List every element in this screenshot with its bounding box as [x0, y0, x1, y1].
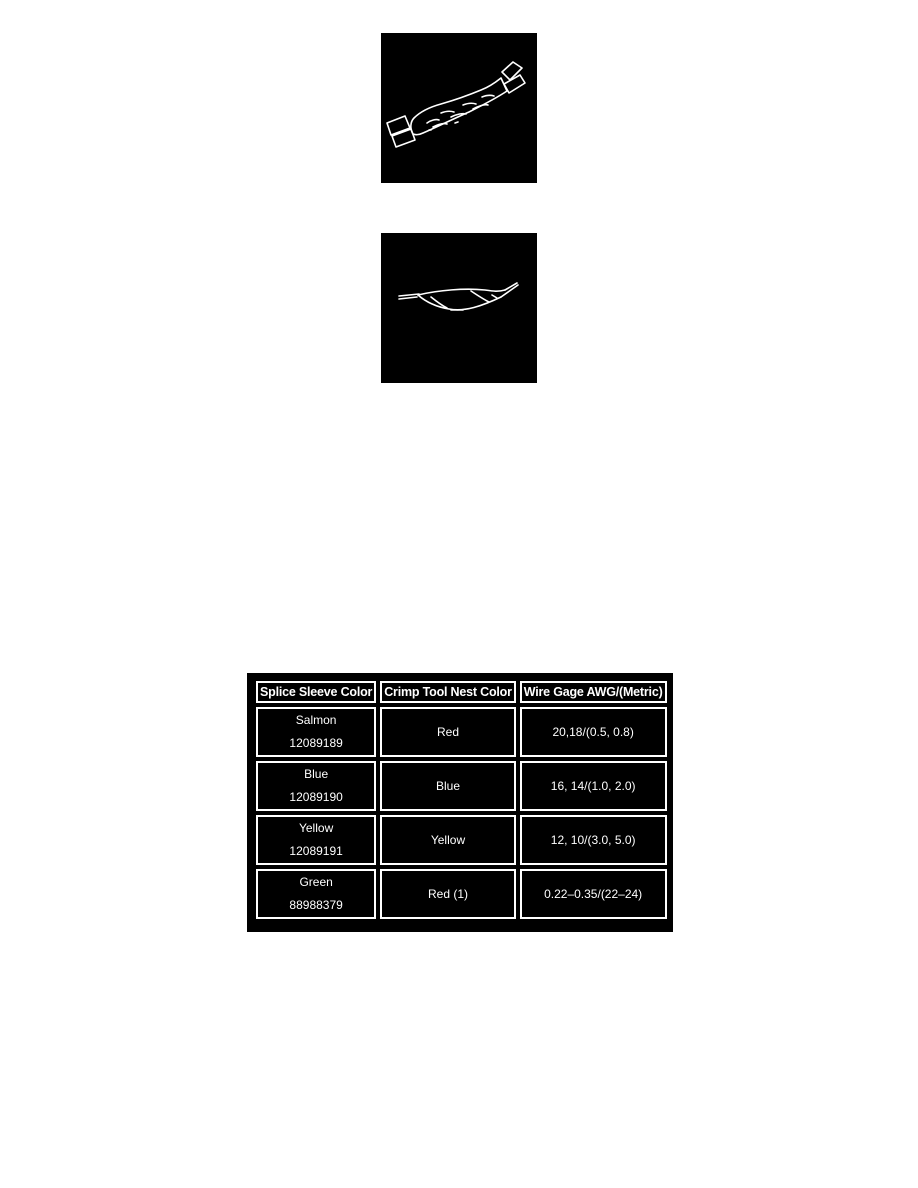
sleeve-color-name: Blue — [304, 767, 329, 781]
sealed-splice-sleeve-illustration — [381, 233, 537, 383]
cell-nest-color: Blue — [380, 761, 516, 811]
sleeve-color-name: Yellow — [298, 821, 334, 835]
figure-sealed-splice-sleeve — [381, 233, 537, 383]
cell-sleeve-color — [256, 869, 376, 919]
table-row — [256, 815, 667, 865]
cell-sleeve-color — [256, 761, 376, 811]
sleeve-color-stack — [260, 872, 372, 916]
table-row — [256, 707, 667, 757]
sleeve-color-stack — [260, 710, 372, 754]
col-header-splice-sleeve-color: Splice Sleeve Color — [256, 681, 376, 703]
table-header-row — [256, 681, 667, 703]
cell-wire-gage: 0.22–0.35/(22–24) — [520, 869, 667, 919]
cell-sleeve-color — [256, 707, 376, 757]
cell-wire-gage: 20,18/(0.5, 0.8) — [520, 707, 667, 757]
cell-wire-gage: 16, 14/(1.0, 2.0) — [520, 761, 667, 811]
cell-wire-gage: 12, 10/(3.0, 5.0) — [520, 815, 667, 865]
crimp-splice-sleeve-illustration — [381, 33, 537, 183]
sleeve-part-number: 12089190 — [289, 790, 343, 804]
sleeve-part-number: 12089191 — [289, 844, 343, 858]
col-header-crimp-tool-nest-color: Crimp Tool Nest Color — [380, 681, 516, 703]
cell-nest-color: Red (1) — [380, 869, 516, 919]
col-header-wire-gage: Wire Gage AWG/(Metric) — [520, 681, 667, 703]
table-row — [256, 869, 667, 919]
table-row — [256, 761, 667, 811]
cell-nest-color: Yellow — [380, 815, 516, 865]
sleeve-color-name: Green — [299, 875, 333, 889]
splice-sleeve-table — [252, 677, 671, 923]
sleeve-color-stack — [260, 764, 372, 808]
figure-crimp-splice-sleeve — [381, 33, 537, 183]
sleeve-color-stack — [260, 818, 372, 862]
sleeve-part-number: 88988379 — [289, 898, 343, 912]
sleeve-part-number: 12089189 — [289, 736, 343, 750]
splice-sleeve-table-container — [247, 673, 673, 932]
sleeve-color-name: Salmon — [295, 713, 337, 727]
cell-sleeve-color — [256, 815, 376, 865]
cell-nest-color: Red — [380, 707, 516, 757]
